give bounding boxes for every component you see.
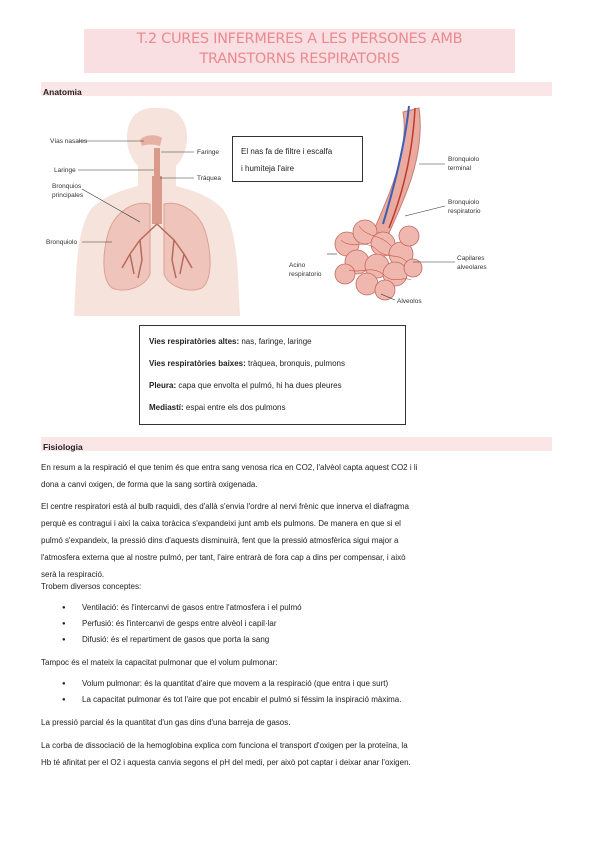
text-line: perquè es contragui i així la caixa toràcica s'expandeixi junt amb els pulmons. De manera en que si el (41, 519, 401, 528)
label-bronquiolo-resp-1: Bronquiolo (448, 199, 480, 206)
label-alveolos: Alveolos (397, 298, 422, 305)
label-vias-nasales: Vías nasales (50, 138, 88, 145)
alveoli-illustration (285, 104, 515, 316)
text-line: La pressió parcial és la quantitat d'un gas dins d'una barreja de gasos. (41, 718, 291, 727)
label-bronquiolo-terminal-2: terminal (448, 165, 472, 172)
definition-text: capa que envolta el pulmó, hi ha dues pleures (176, 381, 342, 390)
list-item: ● La capacitat pulmonar és tot l'aire que pot encabir el pulmó si féssim la inspiració màxima. (62, 692, 542, 708)
label-bronquios: Bronquios (52, 183, 82, 190)
definition-text: tràquea, bronquis, pulmons (245, 359, 345, 368)
document-title (84, 29, 515, 73)
definition-row (149, 397, 396, 419)
list-item: ● Ventilació: és l'intercanvi de gasos entre l'atmosfera i el pulmó (62, 600, 542, 616)
definition-term: Vies respiratòries altes: (149, 337, 240, 346)
label-capilares-1: Capilares (457, 255, 485, 262)
definition-text: espai entre els dos pulmons (183, 403, 286, 412)
label-bronquiolo-resp-2: respiratorio (448, 208, 481, 215)
label-faringe: Faringe (197, 149, 220, 156)
section-header-anatomy (41, 82, 552, 96)
definitions-box (139, 325, 406, 425)
text-line: l'atmosfera externa que al nostre pulmó, per tant, l'aire entrarà de fora cap a dins per compensar, i això (41, 553, 406, 562)
label-principales: principales (52, 192, 84, 199)
text-line: El centre respiratori està al bulb raquidi, des d'allà s'envia l'ordre al nervi frènic que innerva el diafragma (41, 502, 409, 511)
text-line: En resum a la respiració el que tenim és que entra sang venosa rica en CO2, l'alvèol capta aquest CO2 i li (41, 463, 418, 472)
label-laringe: Laringe (54, 167, 76, 174)
definition-row (149, 353, 396, 375)
text-line: pulmó s'expandeix, la pressió dins d'aquests disminuirà, fent que la pressió atmosfèrica sigui major a (41, 536, 399, 545)
note-line-1: El nas fa de filtre i escalfa (241, 147, 333, 156)
list-item: ● Difusió: és el repartiment de gasos que porta la sang (62, 632, 542, 648)
concepts-list (62, 600, 542, 648)
title-line-2: TRANSTORNS RESPIRATORIS (199, 51, 400, 67)
title-line-1: T.2 CURES INFERMERES A LES PERSONES AMB (136, 31, 463, 47)
paragraph-hemoglobin-curve (41, 737, 561, 771)
definition-text: nas, faringe, laringe (239, 337, 312, 346)
list-item: ● Volum pulmonar: és la quantitat d'aire que movem a la respiració (que entra i que surt) (62, 676, 542, 692)
label-acino-1: Acino (289, 262, 306, 269)
paragraph-capacity-intro (41, 654, 561, 671)
label-acino-2: respiratorio (289, 271, 322, 278)
label-capilares-2: alveolares (457, 264, 487, 271)
section-title-physiology: Fisiologia (43, 442, 83, 452)
text-line: La corba de dissociació de la hemoglobina explica com funciona el transport d'oxigen per la proteïna, la (41, 741, 408, 750)
paragraph-respiratory-center (41, 498, 561, 583)
note-line-2: i humiteja l'aire (241, 164, 295, 173)
definition-row (149, 331, 396, 353)
definition-term: Mediastí: (149, 403, 184, 412)
definition-term: Vies respiratòries baixes: (149, 359, 246, 368)
capacity-list (62, 676, 542, 708)
text-line: Hb té afinitat per el O2 i aquesta canvia segons el pH del medi, per això pot captar i deixar anar l'oxigen. (41, 758, 411, 767)
label-bronquiolo-terminal-1: Bronquiolo (448, 156, 480, 163)
label-traquea: Tráquea (197, 175, 221, 182)
definition-row (149, 375, 396, 397)
text-line: Trobem diversos conceptes: (41, 582, 142, 591)
definition-term: Pleura: (149, 381, 177, 390)
text-line: Tampoc és el mateix la capacitat pulmonar que el volum pulmonar: (41, 658, 278, 667)
paragraph-partial-pressure (41, 714, 561, 731)
label-bronquiolo: Bronquiolo (46, 239, 78, 246)
paragraph-respiration-summary (41, 459, 561, 493)
section-title-anatomy: Anatomia (43, 87, 82, 97)
section-header-physiology (41, 437, 552, 451)
paragraph-concepts-intro (41, 578, 561, 595)
text-line: serà la respiració. (41, 570, 105, 579)
text-line: dona a canvi oxigen, de forma que la sang sortirà oxigenada. (41, 480, 258, 489)
list-item: ● Perfusió: és l'intercanvi de gesps entre alvèol i capil·lar (62, 616, 542, 632)
